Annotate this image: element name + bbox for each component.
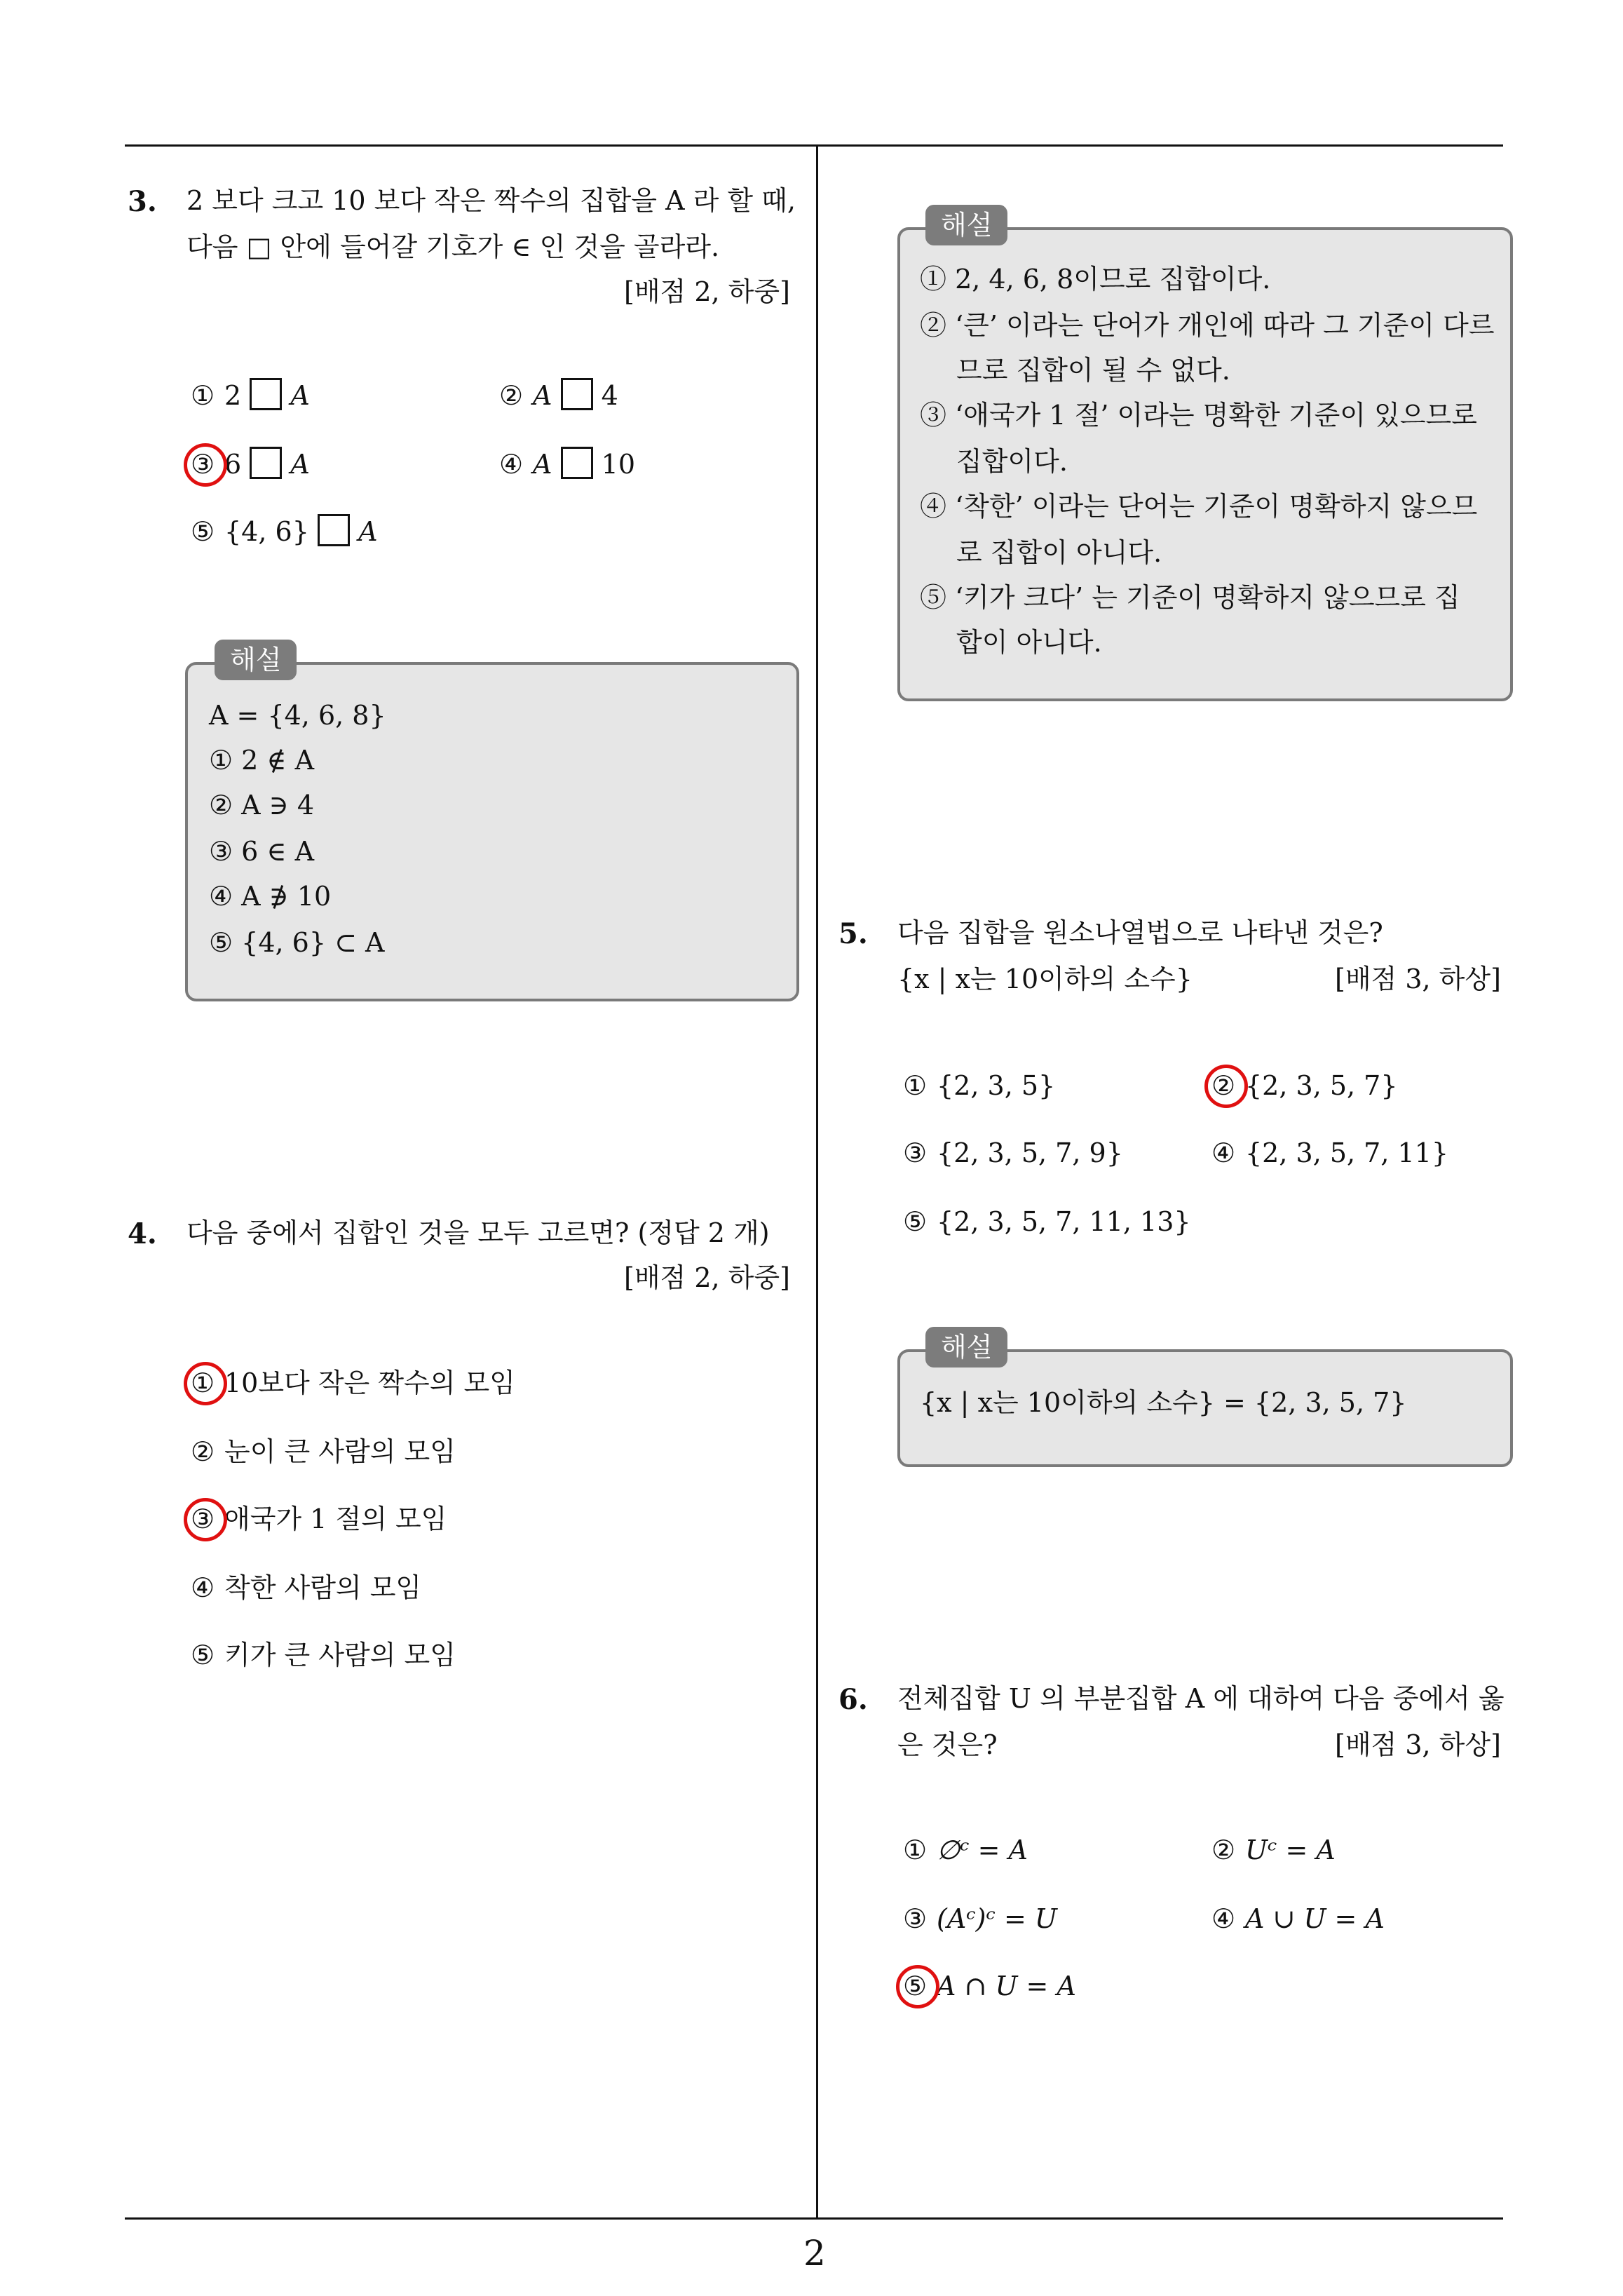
option-number: ① <box>191 1368 215 1398</box>
solution-line: ③ ‘애국가 1 절’ 이라는 명확한 기준이 있으므로 <box>920 400 1477 431</box>
solution-line: 합이 아니다. <box>956 627 1102 658</box>
option-number: ③ <box>191 1504 215 1534</box>
solution-line: ① 2 ∉ A <box>209 745 315 776</box>
solution-tag: 해설 <box>215 640 297 680</box>
option-number: ② <box>499 380 524 411</box>
solution-line: 므로 집합이 될 수 없다. <box>956 355 1230 386</box>
blank-box <box>250 447 282 479</box>
answer-mark-circle <box>184 1362 227 1405</box>
column-divider <box>816 144 818 2219</box>
option-3[interactable]: ③ 애국가 1 절의 모임 <box>191 1498 447 1540</box>
question-number: 5. <box>838 917 868 950</box>
option-4[interactable]: ④ {2, 3, 5, 7, 11} <box>1211 1132 1448 1174</box>
option-2[interactable]: ② Uᶜ = A <box>1211 1829 1336 1871</box>
points-label: [배점 2, 하중] <box>624 1262 790 1293</box>
points-label: [배점 2, 하중] <box>624 276 790 307</box>
option-number: ③ <box>191 449 215 480</box>
option-5[interactable]: ⑤ {2, 3, 5, 7, 11, 13} <box>903 1201 1191 1243</box>
set-expression: {x | x는 10이하의 소수} <box>897 964 1193 994</box>
option-2[interactable]: ② A 4 <box>499 374 618 417</box>
option-1[interactable]: ① 2 A <box>191 374 310 417</box>
question-number: 3. <box>128 185 157 218</box>
option-4[interactable]: ④ 착한 사람의 모임 <box>191 1567 421 1609</box>
option-1[interactable]: ① ∅ᶜ = A <box>903 1829 1028 1871</box>
solution-line: {x | x는 10이하의 소수} = {2, 3, 5, 7} <box>920 1387 1407 1418</box>
option-number: ④ <box>499 449 524 480</box>
option-number: ⑤ <box>903 1206 928 1237</box>
solution-line: ④ ‘착한’ 이라는 단어는 기준이 명확하지 않으므 <box>920 491 1478 522</box>
option-number: ① <box>903 1070 928 1101</box>
question-number: 4. <box>128 1217 157 1250</box>
question-text: 다음 집합을 원소나열법으로 나타낸 것은? <box>897 917 1383 948</box>
option-number: ② <box>1211 1835 1236 1865</box>
points-label: [배점 3, 하상] <box>1335 964 1501 994</box>
blank-box <box>561 447 593 479</box>
solution-line: 로 집합이 아니다. <box>956 537 1162 568</box>
answer-mark-circle <box>896 1965 939 2008</box>
solution-line: ⑤ {4, 6} ⊂ A <box>209 927 385 958</box>
page-number: 2 <box>803 2233 826 2274</box>
option-number: ④ <box>1211 1903 1236 1934</box>
option-4[interactable]: ④ A ∪ U = A <box>1211 1898 1385 1940</box>
option-3[interactable]: ③ {2, 3, 5, 7, 9} <box>903 1132 1123 1174</box>
answer-mark-circle <box>184 1498 227 1541</box>
top-rule <box>125 144 1503 147</box>
option-number: ⑤ <box>903 1971 928 2001</box>
solution-line: A = {4, 6, 8} <box>209 700 386 731</box>
solution-line: ④ A ∌ 10 <box>209 881 332 912</box>
question-text: 다음 □ 안에 들어갈 기호가 ∈ 인 것을 골라라. <box>186 231 720 262</box>
option-1[interactable]: ① 10보다 작은 짝수의 모임 <box>191 1362 515 1404</box>
option-number: ① <box>191 380 215 411</box>
option-2[interactable]: ② 눈이 큰 사람의 모임 <box>191 1431 456 1473</box>
question-text: 전체집합 U 의 부분집합 A 에 대하여 다음 중에서 옳 <box>897 1683 1505 1714</box>
solution-tag: 해설 <box>925 1327 1007 1368</box>
answer-mark-circle <box>1204 1065 1248 1108</box>
solution-line: ③ 6 ∈ A <box>209 836 315 867</box>
question-number: 6. <box>838 1683 868 1716</box>
solution-tag: 해설 <box>925 205 1007 245</box>
option-5[interactable]: ⑤ {4, 6} A <box>191 511 378 553</box>
option-number: ③ <box>903 1903 928 1934</box>
option-2[interactable]: ② {2, 3, 5, 7} <box>1211 1065 1398 1107</box>
solution-line: ① 2, 4, 6, 8이므로 집합이다. <box>920 264 1271 295</box>
option-4[interactable]: ④ A 10 <box>499 443 635 485</box>
option-3[interactable]: ③ 6 A <box>191 443 310 485</box>
solution-line: ⑤ ‘키가 크다’ 는 기준이 명확하지 않으므로 집 <box>920 582 1460 613</box>
option-number: ② <box>1211 1070 1236 1101</box>
option-number: ④ <box>1211 1137 1236 1168</box>
option-number: ⑤ <box>191 516 215 547</box>
solution-line: ② A ∋ 4 <box>209 790 315 821</box>
option-1[interactable]: ① {2, 3, 5} <box>903 1065 1055 1107</box>
solution-line: 집합이다. <box>956 446 1068 477</box>
option-3[interactable]: ③ (Aᶜ)ᶜ = U <box>903 1898 1057 1940</box>
question-text: 다음 중에서 집합인 것을 모두 고르면? (정답 2 개) <box>186 1217 770 1248</box>
blank-box <box>318 514 350 546</box>
option-number: ⑤ <box>191 1640 215 1670</box>
points-label: [배점 3, 하상] <box>1335 1729 1501 1760</box>
blank-box <box>561 378 593 410</box>
option-number: ③ <box>903 1137 928 1168</box>
question-text: 은 것은? <box>897 1729 998 1760</box>
option-5[interactable]: ⑤ A ∩ U = A <box>903 1965 1076 2007</box>
option-5[interactable]: ⑤ 키가 큰 사람의 모임 <box>191 1634 456 1676</box>
answer-mark-circle <box>184 443 227 487</box>
bottom-rule <box>125 2217 1503 2220</box>
option-number: ④ <box>191 1572 215 1603</box>
solution-line: ② ‘큰’ 이라는 단어가 개인에 따라 그 기준이 다르 <box>920 310 1495 341</box>
option-number: ② <box>191 1436 215 1467</box>
option-number: ① <box>903 1835 928 1865</box>
blank-box <box>250 378 282 410</box>
question-text: 2 보다 크고 10 보다 작은 짝수의 집합을 A 라 할 때, <box>186 185 796 216</box>
